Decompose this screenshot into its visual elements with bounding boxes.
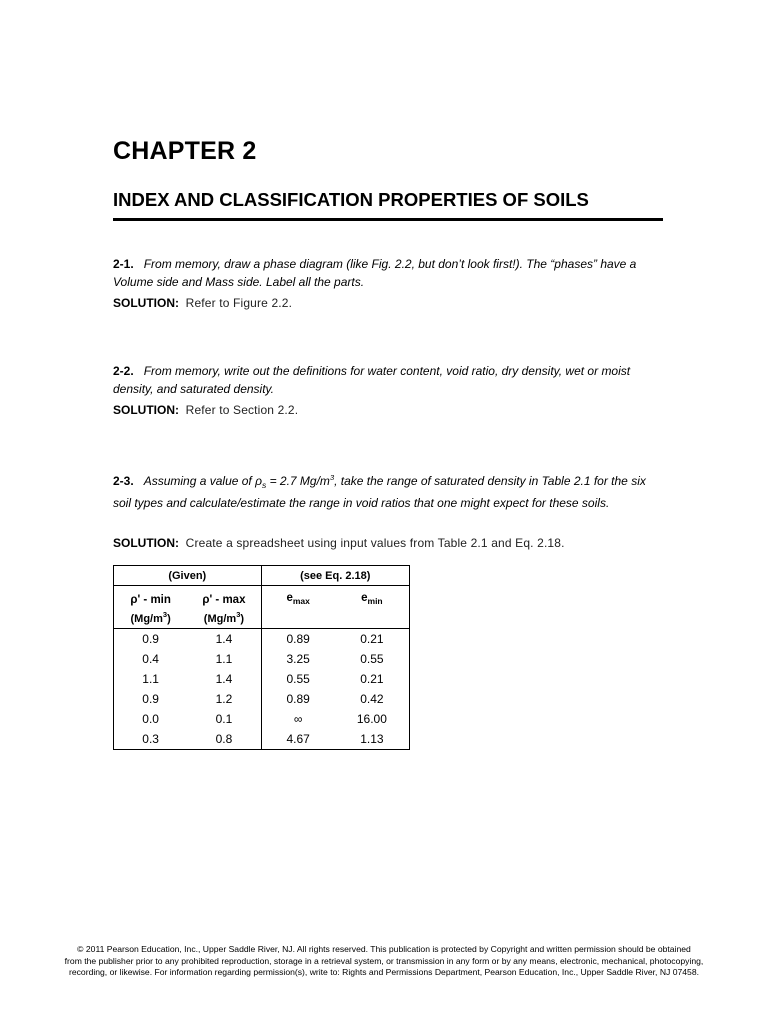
table-cell: 0.8	[187, 729, 261, 750]
table-row	[114, 729, 410, 750]
e-symbol: e	[361, 592, 368, 604]
solution-label: SOLUTION:	[113, 403, 179, 417]
solution-2-3	[113, 536, 565, 550]
table-row	[114, 669, 410, 689]
unit-superscript: 3	[329, 473, 335, 482]
header-spacer	[261, 606, 335, 629]
table-cell: 1.2	[187, 689, 261, 709]
rho-subscript: s	[261, 480, 267, 490]
problem-text	[113, 474, 646, 510]
copyright-footer	[6, 944, 762, 979]
solution-2-2	[113, 403, 298, 417]
table-cell: 4.67	[261, 729, 335, 750]
problem-number: 2-2.	[113, 364, 134, 378]
problem-2-2	[113, 362, 658, 398]
chapter-heading: CHAPTER 2	[113, 137, 257, 165]
rho-min-header: ρ' - min	[114, 586, 188, 607]
problem-number: 2-1.	[113, 257, 134, 271]
table-row	[114, 649, 410, 669]
table-row	[114, 709, 410, 729]
table-cell: 0.42	[335, 689, 410, 709]
problem-2-1	[113, 255, 658, 291]
void-ratio-table	[113, 565, 410, 750]
e-max-header	[261, 586, 335, 607]
solution-label: SOLUTION:	[113, 296, 179, 310]
solution-label: SOLUTION:	[113, 536, 179, 550]
solution-text: Create a spreadsheet using input values from Table 2.1 and Eq. 2.18.	[185, 536, 565, 550]
e-max-subscript: max	[292, 596, 310, 606]
e-min-header	[335, 586, 410, 607]
table-cell: ∞	[293, 712, 303, 726]
rho-max-unit	[187, 606, 261, 629]
table-cell: 0.21	[335, 669, 410, 689]
table-cell: 0.9	[114, 689, 188, 709]
title-rule	[113, 218, 663, 221]
unit-superscript: 3	[236, 609, 241, 619]
footer-line: recording, or likewise. For information regarding permission(s), write to: Rights and Permissions Department, Pearson Education, Inc., Upper Saddle River, NJ 07458.	[68, 967, 699, 977]
table-cell: 3.25	[286, 652, 310, 666]
table-cell: 0.1	[187, 709, 261, 729]
table-cell: 1.13	[335, 729, 410, 750]
problem-text: From memory, write out the definitions for water content, void ratio, dry density, wet or moist density, and saturated density.	[113, 364, 631, 396]
table-cell: 1.4	[187, 669, 261, 689]
rho-min-unit	[114, 606, 188, 629]
problem-2-3	[113, 469, 658, 512]
table-cell: 1.4	[187, 629, 261, 650]
unit-superscript: 3	[162, 609, 168, 619]
table-cell: 0.0	[114, 709, 188, 729]
problem-text-pre: Assuming a value of	[143, 474, 256, 488]
table-cell: 1.1	[187, 649, 261, 669]
table-cell: 0.21	[335, 629, 410, 650]
solution-2-1	[113, 296, 292, 310]
solution-text: Refer to Section 2.2.	[185, 403, 299, 417]
table-row	[114, 629, 410, 650]
e-symbol: e	[286, 592, 293, 604]
unit-text: (Mg/m	[203, 612, 237, 625]
unit-text: (Mg/m	[130, 612, 163, 625]
footer-line: from the publisher prior to any prohibited reproduction, storage in a retrieval system, or transmission in any form or by any means, electronic, mechanical, photocopying,	[64, 955, 704, 966]
table-cell: 0.55	[286, 672, 310, 686]
table-cell: 0.9	[114, 629, 188, 650]
table-cell: 0.3	[114, 729, 188, 750]
rho-max-header: ρ' - max	[187, 586, 261, 607]
problem-text-post: , take the range of saturated density in Table 2.1 for the six soil types and calculate/estimate the range in void ratios that one might expect for these soils.	[113, 474, 646, 510]
table-cell: 16.00	[335, 709, 410, 729]
table-cell: 0.55	[335, 649, 410, 669]
footer-line: © 2011 Pearson Education, Inc., Upper Saddle River, NJ. All rights reserved. This publication is protected by Copyright and written permission should be obtained	[77, 944, 691, 954]
table-row	[114, 689, 410, 709]
problem-text: From memory, draw a phase diagram (like Fig. 2.2, but don’t look first!). The “phases” have a Volume side and Mass side. Label all the parts.	[113, 257, 637, 289]
header-spacer	[335, 606, 410, 629]
table-cell: 0.89	[286, 632, 310, 646]
problem-text-mid: = 2.7 Mg/m	[266, 474, 330, 488]
table-cell: 0.89	[286, 692, 310, 706]
unit-close: )	[240, 612, 245, 625]
equation-group-header: (see Eq. 2.18)	[261, 566, 409, 586]
unit-close: )	[167, 612, 171, 625]
given-group-header: (Given)	[114, 566, 262, 586]
rho-symbol: ρ	[255, 474, 262, 488]
table-cell: 1.1	[114, 669, 188, 689]
e-min-subscript: min	[367, 596, 383, 606]
table-cell: 0.4	[114, 649, 188, 669]
chapter-title: INDEX AND CLASSIFICATION PROPERTIES OF SOILS	[113, 189, 589, 210]
problem-number: 2-3.	[113, 474, 134, 488]
solution-text: Refer to Figure 2.2.	[185, 296, 293, 310]
